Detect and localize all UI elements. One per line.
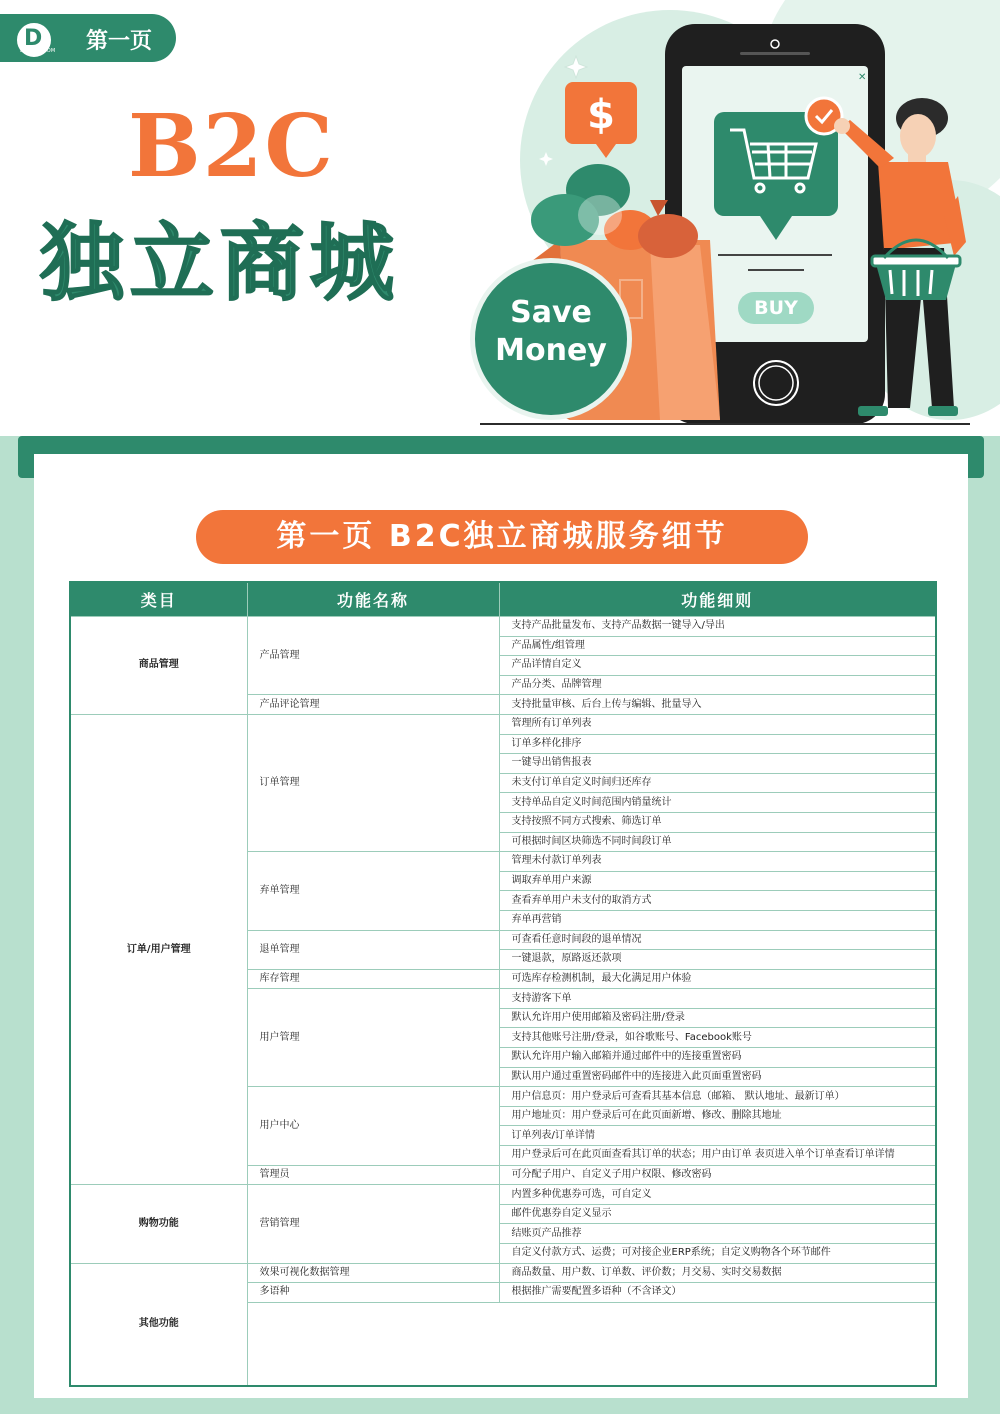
dollar-icon: [565, 82, 637, 158]
category-cell: 购物功能: [70, 1185, 247, 1263]
detail-cell: 弃单再营销: [499, 910, 936, 930]
table-row: [70, 1263, 936, 1283]
detail-cell: 管理未付款订单列表: [499, 852, 936, 872]
detail-cell: 可选库存检测机制，最大化满足用户体验: [499, 969, 936, 989]
detail-cell: 订单列表/订单详情: [499, 1126, 936, 1146]
detail-cell: 产品详情自定义: [499, 656, 936, 676]
save-text-line2: Money: [495, 333, 607, 368]
function-cell: 用户管理: [247, 989, 499, 1087]
detail-cell: 可查看任意时间段的退单情况: [499, 930, 936, 950]
detail-cell: 支持其他账号注册/登录，如谷歌账号、Facebook账号: [499, 1028, 936, 1048]
detail-cell: 根据推广需要配置多语种（不含译文）: [499, 1283, 936, 1303]
detail-cell: 可分配子用户、自定义子用户权限、修改密码: [499, 1165, 936, 1185]
save-text-line1: Save: [510, 295, 592, 330]
sparkle-icon: [539, 152, 553, 166]
detail-cell: 内置多种优惠券可选，可自定义: [499, 1185, 936, 1205]
function-cell: 效果可视化数据管理: [247, 1263, 499, 1283]
category-cell: 订单/用户管理: [70, 714, 247, 1184]
detail-cell: 用户地址页：用户登录后可在此页面新增、修改、删除其地址: [499, 1106, 936, 1126]
category-cell: 其他功能: [70, 1263, 247, 1386]
function-cell: 用户中心: [247, 1087, 499, 1165]
function-cell: 多语种: [247, 1283, 499, 1303]
function-cell: 产品管理: [247, 617, 499, 695]
detail-cell: 一键导出销售报表: [499, 754, 936, 774]
logo-domain: DIYISEO.COM: [20, 48, 56, 54]
function-cell: 退单管理: [247, 930, 499, 969]
function-cell: 弃单管理: [247, 852, 499, 930]
detail-cell: 结账页产品推荐: [499, 1224, 936, 1244]
detail-cell: 管理所有订单列表: [499, 714, 936, 734]
function-cell: 库存管理: [247, 969, 499, 989]
hero-title-b2c: B2C: [128, 96, 335, 197]
table-row: [70, 617, 936, 637]
detail-cell: 产品分类、品牌管理: [499, 675, 936, 695]
table-row: [70, 714, 936, 734]
table-header-row: [70, 582, 936, 617]
detail-cell: 一键退款，原路返还款项: [499, 950, 936, 970]
column-header-category: 类目: [70, 582, 247, 617]
detail-cell: 用户信息页：用户登录后可查看其基本信息（邮箱、 默认地址、最新订单）: [499, 1087, 936, 1107]
detail-cell: 邮件优惠券自定义显示: [499, 1204, 936, 1224]
logo-mark: D: [24, 26, 43, 51]
function-cell: 订单管理: [247, 714, 499, 851]
detail-cell: 订单多样化排序: [499, 734, 936, 754]
close-icon: ✕: [858, 72, 867, 83]
detail-cell: 默认允许用户输入邮箱并通过邮件中的连接重置密码: [499, 1048, 936, 1068]
save-money-text: [470, 294, 632, 370]
logo-text: 第一页: [86, 29, 153, 54]
detail-cell: 未支付订单自定义时间归还库存: [499, 773, 936, 793]
sparkle-icon: [565, 56, 587, 78]
function-cell: 管理员: [247, 1165, 499, 1185]
detail-cell: 调取弃单用户来源: [499, 871, 936, 891]
function-cell: 营销管理: [247, 1185, 499, 1263]
column-header-detail: 功能细则: [499, 582, 936, 617]
service-details-table: [69, 581, 937, 1387]
category-cell: 商品管理: [70, 617, 247, 715]
function-cell: 产品评论管理: [247, 695, 499, 715]
detail-cell: 支持产品批量发布、支持产品数据一键导入/导出: [499, 617, 936, 637]
column-header-function: 功能名称: [247, 582, 499, 617]
detail-cell: 商品数量、用户数、订单数、评价数；月交易、实时交易数据: [499, 1263, 936, 1283]
dollar-glyph: $: [587, 92, 615, 138]
detail-cell: 默认允许用户使用邮箱及密码注册/登录: [499, 1008, 936, 1028]
detail-cell: 自定义付款方式、运费；可对接企业ERP系统；自定义购物各个环节邮件: [499, 1244, 936, 1264]
detail-cell: 支持批量审核、后台上传与编辑、批量导入: [499, 695, 936, 715]
detail-cell: 用户登录后可在此页面查看其订单的状态；用户由订单 表页进入单个订单查看订单详情: [499, 1146, 936, 1166]
detail-cell: 产品属性/组管理: [499, 636, 936, 656]
table-row: [70, 1185, 936, 1205]
empty-cell: [247, 1302, 936, 1386]
detail-cell: 支持按照不同方式搜索、筛选订单: [499, 812, 936, 832]
detail-cell: 默认用户通过重置密码邮件中的连接进入此页面重置密码: [499, 1067, 936, 1087]
detail-cell: 可根据时间区块筛选不同时间段订单: [499, 832, 936, 852]
buy-button[interactable]: BUY: [738, 292, 814, 324]
detail-cell: 支持游客下单: [499, 989, 936, 1009]
section-title: 第一页 B2C独立商城服务细节: [196, 510, 808, 564]
hero-banner: [0, 0, 1000, 440]
hero-title-mall: 独立商城: [40, 214, 401, 312]
detail-cell: 支持单品自定义时间范围内销量统计: [499, 793, 936, 813]
detail-cell: 查看弃单用户未支付的取消方式: [499, 891, 936, 911]
